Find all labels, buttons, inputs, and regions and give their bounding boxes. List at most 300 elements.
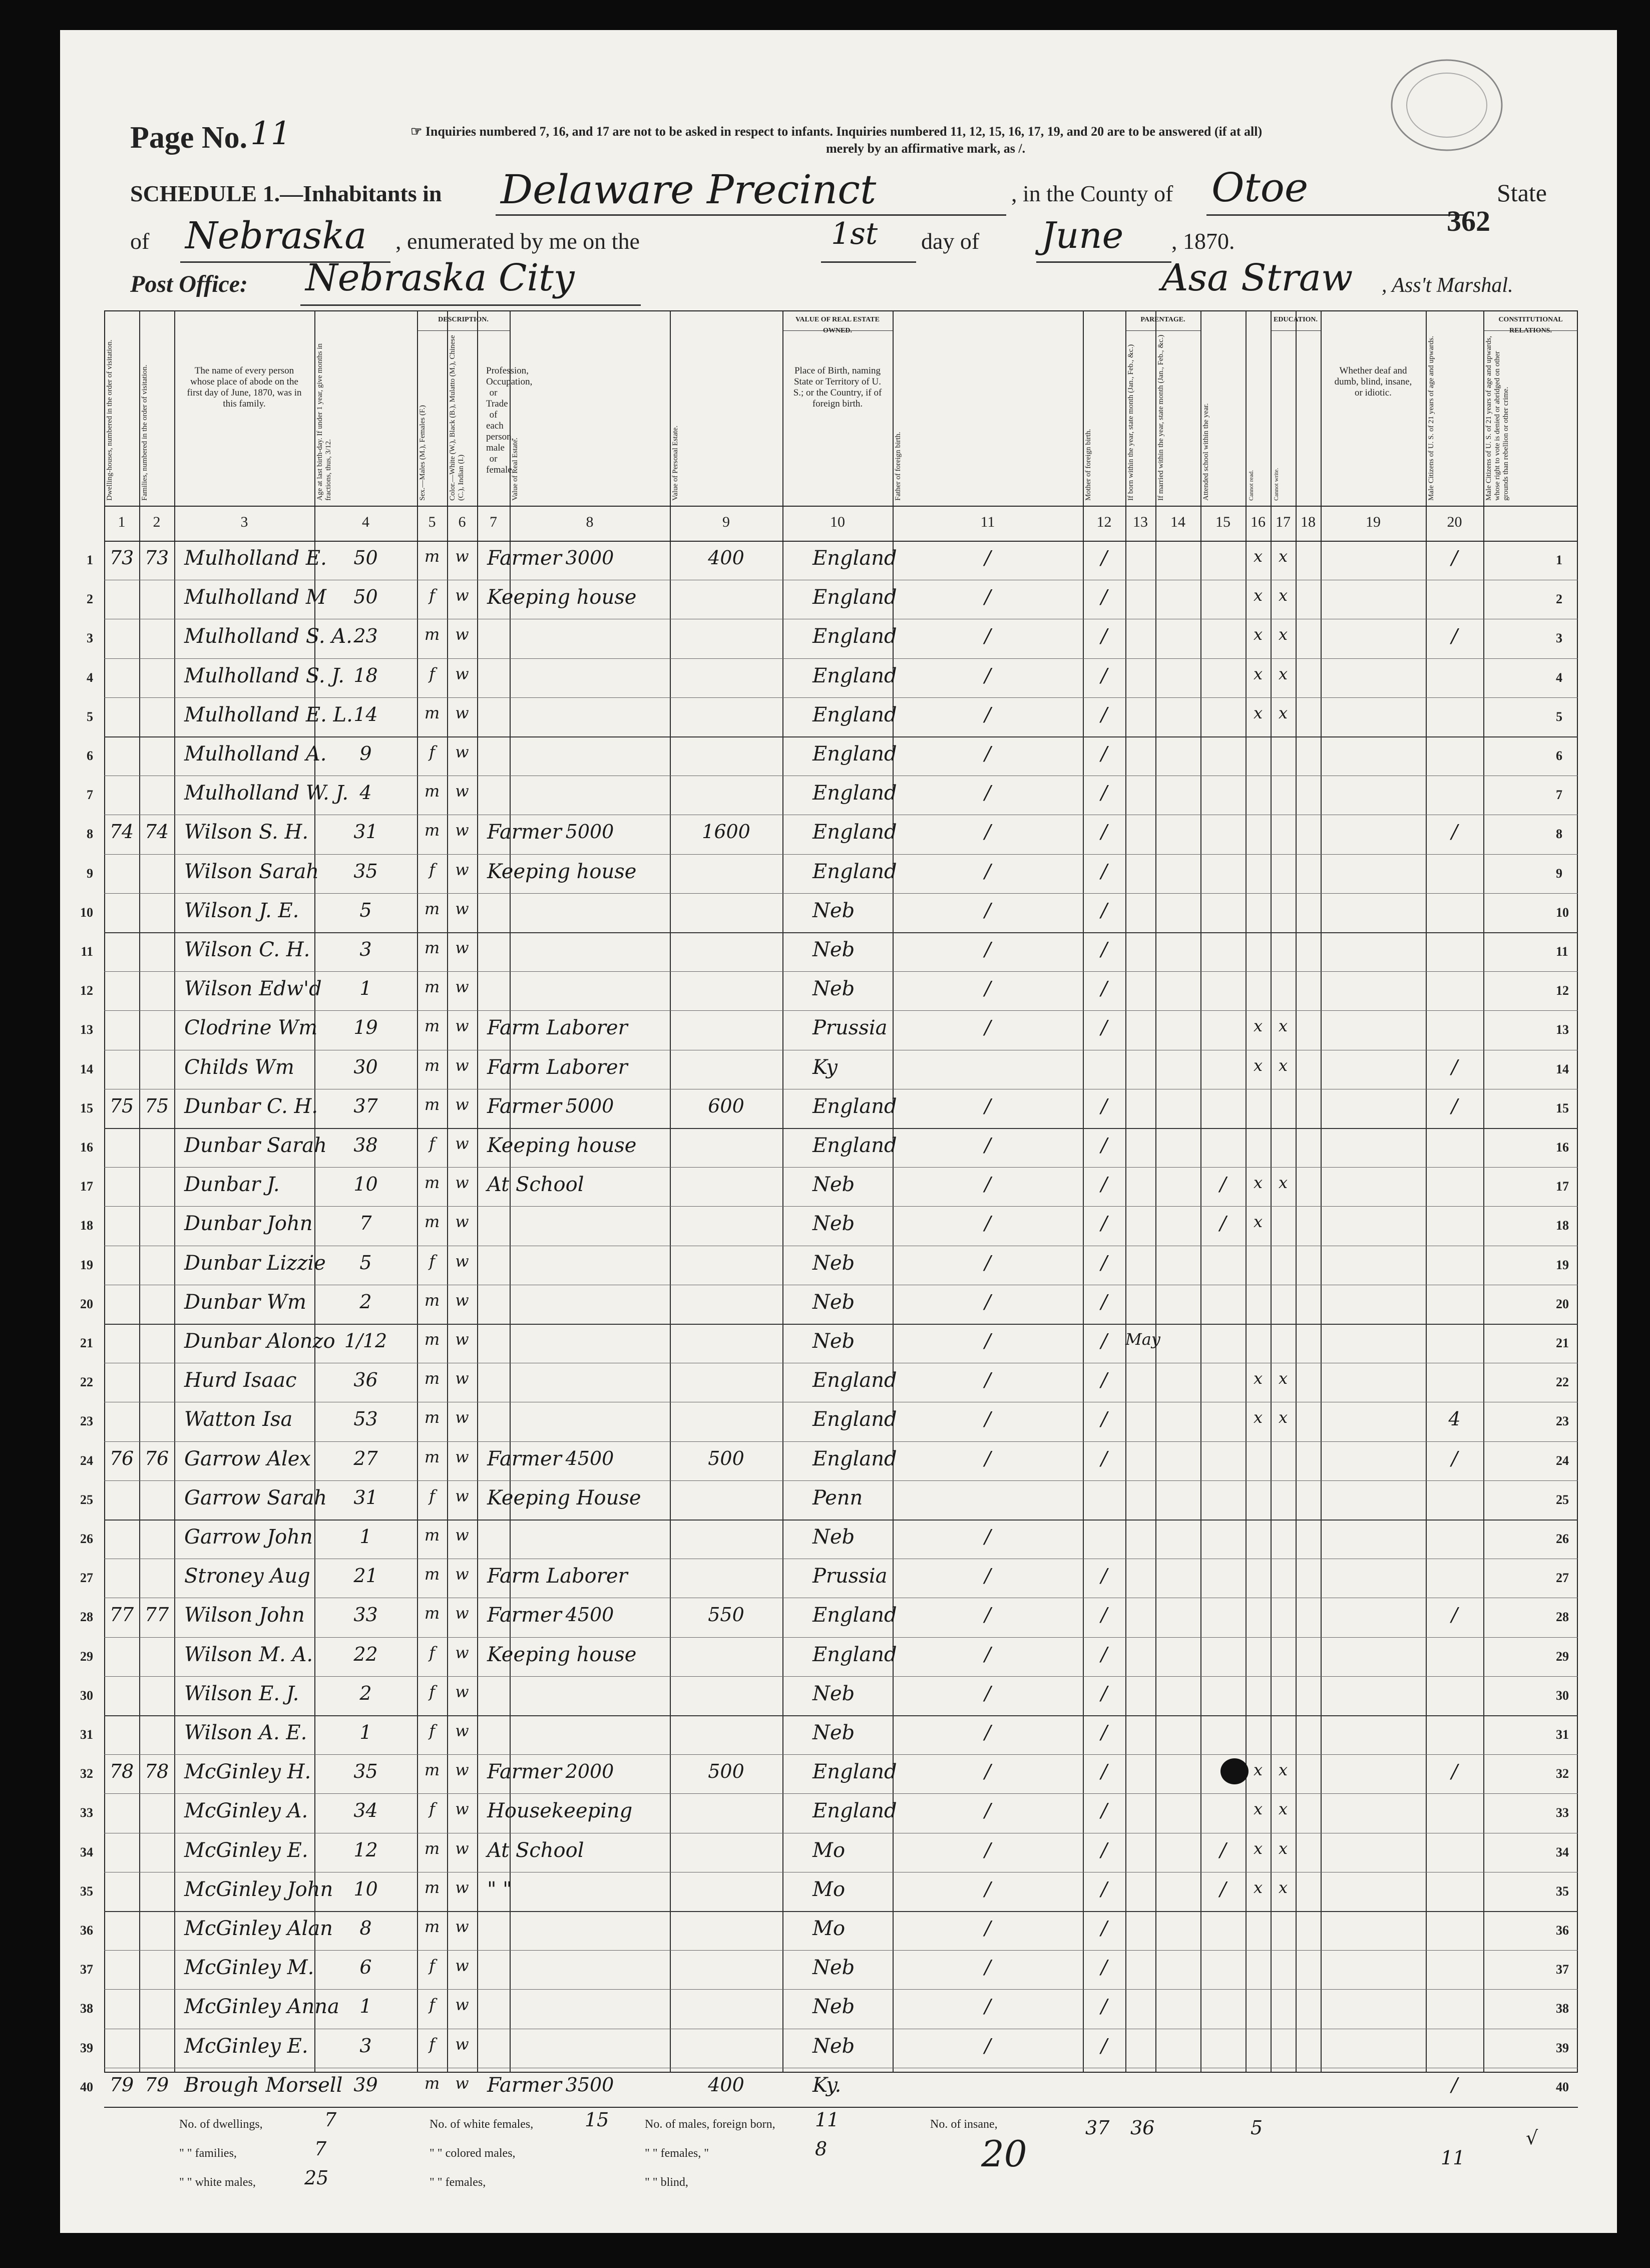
cannot-read: x xyxy=(1253,1055,1263,1075)
father-foreign: / xyxy=(984,1212,991,1235)
color: w xyxy=(455,1917,469,1936)
real-estate-value xyxy=(510,1565,670,1600)
occupation: Keeping House xyxy=(487,1486,641,1509)
totals-females-label: " " females, xyxy=(430,2176,486,2189)
birth-month xyxy=(1125,2035,1155,2070)
occupation xyxy=(487,977,508,1012)
occupation xyxy=(487,703,508,738)
mother-foreign: / xyxy=(1101,899,1107,921)
cannot-write xyxy=(1271,1291,1296,1326)
attended-school xyxy=(1200,1995,1246,2030)
male-citizen xyxy=(1426,1212,1483,1247)
birth-month xyxy=(1125,1682,1155,1717)
family-number xyxy=(139,1486,174,1522)
personal-estate-value xyxy=(670,1643,782,1678)
attended-school xyxy=(1200,1643,1246,1678)
dwelling-number xyxy=(104,1212,139,1247)
male-citizen xyxy=(1426,1016,1483,1051)
attended-school xyxy=(1200,547,1246,582)
cannot-read xyxy=(1246,1604,1271,1639)
column-number: 13 xyxy=(1133,514,1148,530)
age: 5 xyxy=(359,899,372,921)
sex: m xyxy=(424,1408,440,1427)
totals-insane-label: No. of insane, xyxy=(930,2118,998,2131)
totals-foreign-males: 11 xyxy=(815,2109,840,2131)
color: w xyxy=(455,1447,469,1466)
male-citizen xyxy=(1426,1486,1483,1522)
male-citizen: / xyxy=(1451,821,1458,843)
color: w xyxy=(455,1565,469,1584)
birth-month xyxy=(1125,1526,1155,1561)
attended-school xyxy=(1200,586,1246,621)
cannot-write: x xyxy=(1278,703,1288,722)
occupation xyxy=(487,1956,508,1991)
cannot-write xyxy=(1271,938,1296,973)
father-foreign: / xyxy=(984,977,991,1000)
line-number-right: 30 xyxy=(1556,1688,1569,1703)
totals-foreign-females-label: " " females, " xyxy=(645,2147,709,2160)
birth-month xyxy=(1125,703,1155,738)
family-number xyxy=(139,1565,174,1600)
state-name: Nebraska xyxy=(185,214,367,257)
personal-estate-value xyxy=(670,1682,782,1717)
line-number-right: 17 xyxy=(1556,1179,1569,1194)
father-foreign: / xyxy=(984,1956,991,1979)
birth-month xyxy=(1125,547,1155,582)
mother-foreign xyxy=(1083,1486,1125,1522)
cannot-write xyxy=(1271,1917,1296,1952)
real-estate-value xyxy=(510,1252,670,1287)
column-number: 3 xyxy=(240,514,248,530)
column-number: 15 xyxy=(1215,514,1230,530)
line-number-right: 15 xyxy=(1556,1100,1569,1115)
cannot-read: x xyxy=(1253,703,1263,722)
line-number-right: 22 xyxy=(1556,1375,1569,1390)
line-number-left: 28 xyxy=(80,1610,93,1625)
male-citizen xyxy=(1426,1565,1483,1600)
birth-month xyxy=(1125,1095,1155,1130)
ink-blot xyxy=(1220,1758,1249,1784)
cannot-write xyxy=(1271,2035,1296,2070)
cannot-write xyxy=(1271,1721,1296,1756)
male-citizen: 4 xyxy=(1448,1408,1461,1430)
age: 27 xyxy=(353,1447,378,1469)
cannot-write: x xyxy=(1278,1760,1288,1780)
age: 1 xyxy=(359,1995,372,2018)
marshal-label: , Ass't Marshal. xyxy=(1382,274,1513,297)
cannot-read xyxy=(1246,1956,1271,1991)
occupation: Housekeeping xyxy=(487,1799,633,1823)
column-number: 20 xyxy=(1447,514,1462,530)
birthplace: England xyxy=(812,703,897,726)
personal-estate-value xyxy=(670,1917,782,1952)
mother-foreign: / xyxy=(1101,1134,1107,1156)
column-header-12: Mother of foreign birth. xyxy=(1084,429,1092,501)
mother-foreign: / xyxy=(1101,1838,1107,1861)
county-underline xyxy=(1206,214,1467,216)
birthplace: England xyxy=(812,782,897,805)
real-estate-value xyxy=(510,1486,670,1522)
enumerated-label: , enumerated by me on the xyxy=(395,228,640,254)
education-header: EDUCATION. xyxy=(1273,316,1318,323)
occupation: Farm Laborer xyxy=(487,1565,628,1588)
real-estate-value xyxy=(510,1330,670,1365)
mother-foreign: / xyxy=(1101,1682,1107,1704)
male-citizen xyxy=(1426,1995,1483,2030)
line-number-left: 14 xyxy=(80,1061,93,1076)
age: 31 xyxy=(353,821,378,843)
column-divider xyxy=(174,310,175,2073)
color: w xyxy=(455,1995,469,2015)
birthplace: Mo xyxy=(812,1877,846,1901)
dwelling-number xyxy=(104,1682,139,1717)
cannot-write: x xyxy=(1278,1799,1288,1819)
line-number-right: 12 xyxy=(1556,983,1569,998)
male-citizen xyxy=(1426,899,1483,934)
real-estate-value xyxy=(510,977,670,1012)
occupation xyxy=(487,1212,508,1247)
cannot-read xyxy=(1246,2035,1271,2070)
line-number-right: 29 xyxy=(1556,1649,1569,1664)
personal-estate-value xyxy=(670,1956,782,1991)
attended-school xyxy=(1200,1917,1246,1952)
birth-month xyxy=(1125,1956,1155,1991)
dwelling-number xyxy=(104,1995,139,2030)
cannot-write xyxy=(1271,1447,1296,1482)
occupation xyxy=(487,1682,508,1717)
person-name: Brough Morsell xyxy=(184,2073,343,2097)
column-header-17: Cannot write. xyxy=(1273,468,1280,501)
column-number: 2 xyxy=(153,514,161,530)
dwelling-number xyxy=(104,1878,139,1913)
age: 9 xyxy=(359,742,372,765)
color: w xyxy=(455,938,469,957)
occupation: Farmer xyxy=(487,2073,562,2097)
line-number-left: 35 xyxy=(80,1883,93,1899)
schedule-label: SCHEDULE 1.—Inhabitants in xyxy=(130,181,442,206)
age: 1/12 xyxy=(344,1330,387,1352)
cannot-write xyxy=(1271,1604,1296,1639)
age: 34 xyxy=(353,1799,378,1822)
year-label: , 1870. xyxy=(1171,228,1235,254)
sex: m xyxy=(424,1330,440,1349)
place-underline xyxy=(496,214,1006,216)
color: w xyxy=(455,1799,469,1819)
dwelling-number: 79 xyxy=(109,2073,134,2096)
occupation: Farmer xyxy=(487,1094,562,1118)
mother-foreign xyxy=(1083,1056,1125,1091)
cannot-write xyxy=(1271,1995,1296,2030)
age: 30 xyxy=(353,1055,378,1078)
day-underline xyxy=(821,261,916,263)
column-number: 11 xyxy=(980,514,995,530)
person-name: McGinley A. xyxy=(184,1799,308,1823)
real-estate-value xyxy=(510,1408,670,1443)
father-foreign: / xyxy=(984,1604,991,1626)
cannot-write xyxy=(1271,1212,1296,1247)
column-number: 18 xyxy=(1301,514,1316,530)
occupation-column-header: Profession, Occupation, or Trade of each person, male or female. xyxy=(486,365,533,475)
mother-foreign: / xyxy=(1101,1995,1107,2018)
color: w xyxy=(455,586,469,605)
line-number-right: 9 xyxy=(1556,866,1562,881)
occupation xyxy=(487,1408,508,1443)
occupation: Keeping house xyxy=(487,1134,637,1157)
column-header-1: Dwelling-houses, numbered in the order of visitation. xyxy=(106,339,114,501)
birthplace: Neb xyxy=(812,1212,855,1236)
mother-foreign: / xyxy=(1101,1565,1107,1587)
cannot-read: x xyxy=(1253,664,1263,683)
person-name: Watton Isa xyxy=(184,1408,293,1431)
age: 1 xyxy=(359,1526,372,1548)
page-tally: 20 xyxy=(981,2133,1027,2175)
age: 14 xyxy=(353,703,378,725)
male-citizen xyxy=(1426,1252,1483,1287)
personal-estate-value xyxy=(670,860,782,895)
attended-school xyxy=(1200,742,1246,778)
birth-month xyxy=(1125,586,1155,621)
color: w xyxy=(455,1760,469,1780)
cannot-write xyxy=(1271,1565,1296,1600)
birth-month xyxy=(1125,899,1155,934)
color: w xyxy=(455,1055,469,1075)
personal-estate-value xyxy=(670,1721,782,1756)
birthplace: Ky. xyxy=(812,2073,842,2097)
birthplace: England xyxy=(812,1408,897,1431)
personal-estate-value xyxy=(670,1799,782,1834)
column-number: 1 xyxy=(118,514,126,530)
sex: f xyxy=(429,1721,435,1740)
sex: m xyxy=(424,1212,440,1232)
line-number-right: 8 xyxy=(1556,827,1562,842)
totals-white-females: 15 xyxy=(585,2109,609,2131)
family-number: 76 xyxy=(144,1447,169,1469)
color: w xyxy=(455,1604,469,1623)
personal-estate-value xyxy=(670,1486,782,1522)
cannot-read: x xyxy=(1253,625,1263,644)
real-estate-value xyxy=(510,1643,670,1678)
line-number-left: 6 xyxy=(87,748,93,763)
cannot-read: x xyxy=(1253,1760,1263,1780)
family-number xyxy=(139,1016,174,1051)
sex: m xyxy=(424,625,440,644)
real-estate-value xyxy=(510,1369,670,1404)
line-number-right: 25 xyxy=(1556,1492,1569,1507)
dwelling-number xyxy=(104,1486,139,1522)
birthplace: England xyxy=(812,586,897,609)
attended-school xyxy=(1200,1682,1246,1717)
occupation xyxy=(487,625,508,660)
line-number-right: 5 xyxy=(1556,709,1562,724)
dwelling-number xyxy=(104,2035,139,2070)
mother-foreign: / xyxy=(1101,1760,1107,1783)
birthplace: England xyxy=(812,625,897,648)
color: w xyxy=(455,2073,469,2093)
mother-foreign: / xyxy=(1101,1094,1107,1117)
age: 22 xyxy=(353,1643,378,1665)
occupation xyxy=(487,1721,508,1756)
person-name: Dunbar J. xyxy=(184,1173,280,1197)
attended-school xyxy=(1200,860,1246,895)
attended-school xyxy=(1200,1526,1246,1561)
real-estate-value xyxy=(510,1212,670,1247)
personal-estate-value xyxy=(670,1016,782,1051)
sex: m xyxy=(424,938,440,957)
birthplace: Penn xyxy=(812,1486,863,1509)
line-number-right: 4 xyxy=(1556,670,1562,685)
family-number xyxy=(139,1369,174,1404)
mother-foreign: / xyxy=(1101,1330,1107,1352)
sex: f xyxy=(429,586,435,605)
color: w xyxy=(455,1877,469,1897)
sex: m xyxy=(424,2073,440,2093)
color: w xyxy=(455,1330,469,1349)
column-header-15: Attended school within the year. xyxy=(1202,403,1210,501)
mother-foreign: / xyxy=(1101,1016,1107,1039)
family-number xyxy=(139,899,174,934)
column-divider xyxy=(1155,310,1156,2073)
personal-estate-value xyxy=(670,782,782,817)
sex: m xyxy=(424,1055,440,1075)
totals-white-females-label: No. of white females, xyxy=(430,2118,534,2131)
person-name: Garrow Alex xyxy=(184,1447,311,1470)
family-number xyxy=(139,1878,174,1913)
totals-foreign-females: 8 xyxy=(815,2138,828,2160)
infirmity-column-header: Whether deaf and dumb, blind, insane, or idiotic. xyxy=(1334,365,1412,398)
dwelling-number xyxy=(104,1565,139,1600)
mother-foreign: / xyxy=(1101,782,1107,804)
occupation: Keeping house xyxy=(487,1643,637,1666)
dwelling-number xyxy=(104,586,139,621)
person-name: McGinley E. xyxy=(184,2034,308,2058)
mother-foreign: / xyxy=(1101,821,1107,843)
cannot-read xyxy=(1246,1643,1271,1678)
color: w xyxy=(455,1016,469,1036)
cannot-read xyxy=(1246,1526,1271,1561)
line-number-right: 34 xyxy=(1556,1844,1569,1859)
color: w xyxy=(455,2034,469,2054)
person-name: Mulholland W. J. xyxy=(184,782,349,805)
person-name: Mulholland E. L. xyxy=(184,703,353,726)
person-name: McGinley H. xyxy=(184,1760,311,1784)
occupation: Farm Laborer xyxy=(487,1016,628,1040)
column-number: 14 xyxy=(1170,514,1185,530)
birthplace: Neb xyxy=(812,938,855,961)
father-foreign: / xyxy=(984,1447,991,1469)
mother-foreign: / xyxy=(1101,860,1107,882)
totals-families: 7 xyxy=(314,2138,327,2160)
column-number: 10 xyxy=(830,514,845,530)
occupation xyxy=(487,899,508,934)
attended-school xyxy=(1200,782,1246,817)
cannot-read xyxy=(1246,1134,1271,1169)
dwelling-number xyxy=(104,1721,139,1756)
male-citizen xyxy=(1426,1799,1483,1834)
attended-school: / xyxy=(1219,1877,1226,1900)
person-name: Wilson S. H. xyxy=(184,821,309,844)
mother-foreign: / xyxy=(1101,1643,1107,1665)
totals-dwellings-label: No. of dwellings, xyxy=(179,2118,263,2131)
color: w xyxy=(455,547,469,566)
line-number-left: 22 xyxy=(80,1375,93,1390)
line-number-left: 3 xyxy=(87,631,93,646)
attended-school xyxy=(1200,1721,1246,1756)
male-citizen xyxy=(1426,860,1483,895)
color: w xyxy=(455,1173,469,1193)
line-number-right: 21 xyxy=(1556,1336,1569,1350)
color: w xyxy=(455,860,469,879)
line-number-right: 10 xyxy=(1556,905,1569,920)
color: w xyxy=(455,625,469,644)
family-number xyxy=(139,1056,174,1091)
cannot-read xyxy=(1246,742,1271,778)
tally-col-15: 5 xyxy=(1251,2117,1263,2139)
birth-month xyxy=(1125,1291,1155,1326)
group-divider xyxy=(1483,330,1578,331)
line-number-left: 26 xyxy=(80,1532,93,1546)
cannot-read xyxy=(1246,860,1271,895)
line-number-right: 39 xyxy=(1556,2040,1569,2055)
person-name: Mulholland E. xyxy=(184,547,327,570)
attended-school xyxy=(1200,1799,1246,1834)
inquiries-note-1: ☞ Inquiries numbered 7, 16, and 17 are not to be asked in respect to infants. Inquiries numbered 11, 12, 15, 16, 17, 19, and 20 are to be answered (if at all) xyxy=(410,124,1263,139)
family-number xyxy=(139,1134,174,1169)
person-name: Dunbar Wm xyxy=(184,1290,306,1314)
column-divider xyxy=(1296,310,1297,2073)
birthplace: England xyxy=(812,1134,897,1157)
birthplace: Ky xyxy=(812,1055,838,1079)
age: 6 xyxy=(359,1956,372,1979)
sex: f xyxy=(429,1682,435,1701)
attended-school xyxy=(1200,977,1246,1012)
mother-foreign: / xyxy=(1101,1447,1107,1469)
column-divider xyxy=(1483,310,1484,2073)
column-header-13: If born within the year, state month (Jan., Feb., &c.) xyxy=(1127,344,1135,501)
family-number xyxy=(139,1643,174,1678)
line-number-left: 11 xyxy=(81,944,93,959)
father-foreign: / xyxy=(984,1682,991,1704)
column-number: 6 xyxy=(458,514,466,530)
person-name: Dunbar Lizzie xyxy=(184,1251,326,1275)
post-office-label: Post Office: xyxy=(130,271,248,297)
color: w xyxy=(455,664,469,683)
real-estate-value xyxy=(510,1995,670,2030)
dwelling-number xyxy=(104,1016,139,1051)
person-name: McGinley Anna xyxy=(184,1995,339,2019)
sex: f xyxy=(429,1956,435,1976)
cannot-read xyxy=(1246,1682,1271,1717)
real-estate-value: 5000 xyxy=(565,821,614,843)
age: 18 xyxy=(353,664,378,686)
attended-school xyxy=(1200,1330,1246,1365)
real-estate-value: 4500 xyxy=(565,1604,614,1626)
page-number: 11 xyxy=(250,115,291,152)
color: w xyxy=(455,1408,469,1427)
family-number xyxy=(139,1291,174,1326)
real-estate-value xyxy=(510,1839,670,1874)
cannot-write xyxy=(1271,1682,1296,1717)
occupation xyxy=(487,742,508,778)
line-number-right: 23 xyxy=(1556,1414,1569,1429)
cannot-write: x xyxy=(1278,664,1288,683)
dwelling-number: 75 xyxy=(109,1094,134,1117)
birth-month xyxy=(1125,1252,1155,1287)
male-citizen xyxy=(1426,586,1483,621)
age: 21 xyxy=(353,1565,378,1587)
line-number-left: 40 xyxy=(80,2079,93,2094)
person-name: Wilson A. E. xyxy=(184,1721,307,1744)
tally-col-20: √ xyxy=(1526,2127,1538,2149)
